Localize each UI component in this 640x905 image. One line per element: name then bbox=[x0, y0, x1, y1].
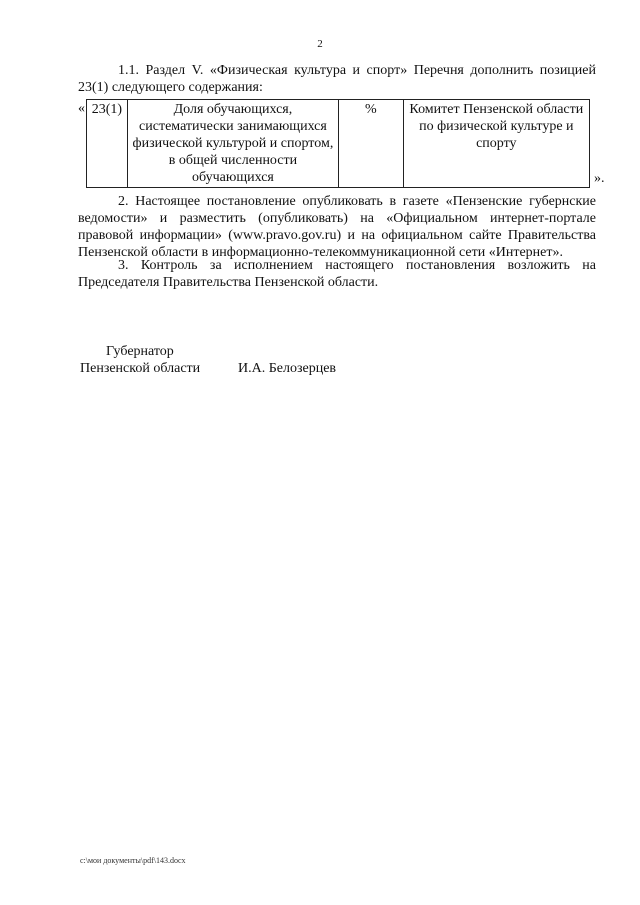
quote-close: ». bbox=[594, 171, 605, 186]
paragraph-amendment: 1.1. Раздел V. «Физическая культура и спорт» Перечня дополнить позицией 23(1) следующего содержания: bbox=[78, 63, 596, 95]
position-table bbox=[86, 99, 590, 188]
paragraph-publication: 2. Настоящее постановление опубликовать в газете «Пензенские губернские ведомости» и разместить (опубликовать) на «Официальном интернет-портале правовой информации» (www.pravo.gov.ru) и на официальном сайте Правительства Пензенской области в информационно-телекоммуникационной сети «Интернет». bbox=[78, 194, 596, 260]
cell-responsible-org: Комитет Пензенской области по физической культуре и спорту bbox=[403, 100, 589, 188]
footer-file-path: c:\мои документы\pdf\143.docx bbox=[80, 856, 186, 865]
signature-title-line2: Пензенской области bbox=[80, 361, 201, 376]
cell-unit: % bbox=[339, 100, 404, 188]
page-number: 2 bbox=[317, 38, 323, 50]
cell-indicator-name: Доля обучающихся, систематически занимающихся физической культурой и спортом, в общей численности обучающихся bbox=[127, 100, 338, 188]
quote-open: « bbox=[78, 101, 85, 116]
signature-name: И.А. Белозерцев bbox=[238, 361, 337, 376]
table-row bbox=[87, 100, 590, 188]
cell-position-number: 23(1) bbox=[87, 100, 128, 188]
paragraph-control: 3. Контроль за исполнением настоящего постановления возложить на Председателя Правительства Пензенской области. bbox=[78, 258, 596, 290]
signature-title-line1: Губернатор bbox=[106, 344, 174, 359]
